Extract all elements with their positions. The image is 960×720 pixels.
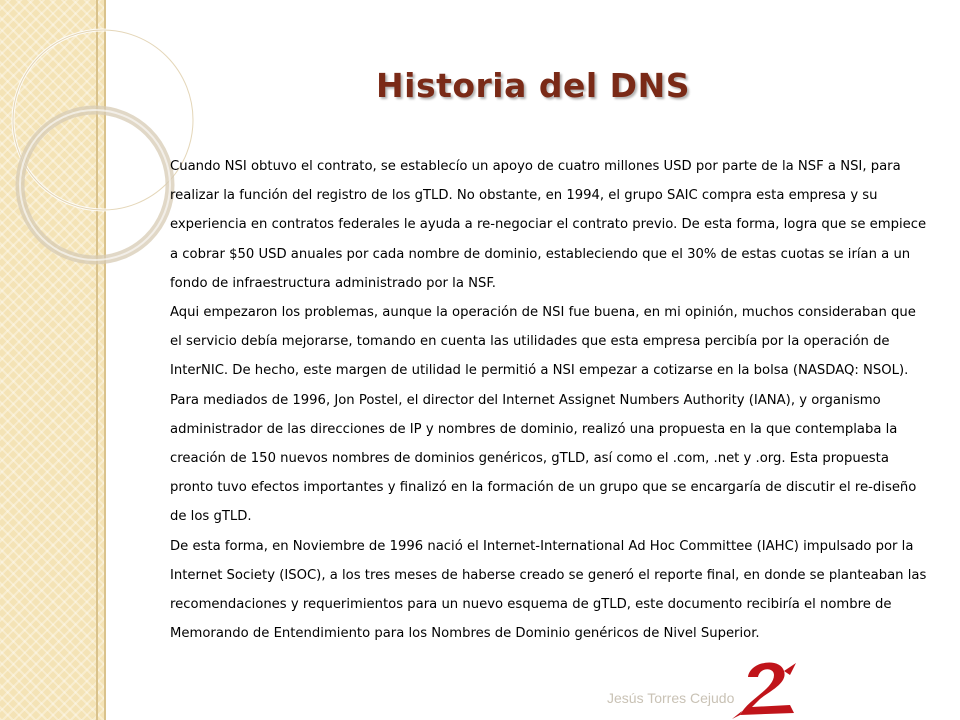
paragraph: Para mediados de 1996, Jon Postel, el director del Internet Assignet Numbers Authority (IANA), y organismo administrador de las direcciones de IP y nombres de dominio, realizó una propuesta en la que contemplaba la creación de 150 nuevos nombres de dominios genéricos, gTLD, así como el .com, .net y .org. Esta propuesta pronto tuvo efectos importantes y finalizó en la formación de un grupo que se encargaría de discutir el re-diseño de los gTLD. — [170, 392, 917, 525]
paragraph: Aqui empezaron los problemas, aunque la operación de NSI fue buena, en mi opinión, muchos consideraban que el servicio debía mejorarse, tomando en cuenta las utilidades que esta empresa percibía por la operación de InterNIC. De hecho, este margen de utilidad le permitió a NSI empezar a cotizarse en la bolsa (NASDAQ: NSOL). — [170, 305, 916, 379]
slide-title: Historia del DNS — [376, 66, 690, 105]
dragon-logo-icon — [730, 655, 800, 720]
paragraph: Cuando NSI obtuvo el contrato, se establecío un apoyo de cuatro millones USD por parte de la NSF a NSI, para realizar la función del registro de los gTLD. No obstante, en 1994, el grupo SAIC compra esta empresa y su experiencia en contratos federales le ayuda a re-negociar el contrato previo. De esta forma, logra que se empiece a cobrar $50 USD anuales por cada nombre de dominio, estableciendo que el 30% de estas cuotas se irían a un fondo de infraestructura administrado por la NSF. — [170, 159, 927, 291]
author-footer: Jesús Torres Cejudo — [607, 690, 735, 706]
paragraph: De esta forma, en Noviembre de 1996 nació el Internet-International Ad Hoc Committee (IAHC) impulsado por la Internet Society (ISOC), a los tres meses de haberse creado se generó el reporte final, en donde se planteaban las recomendaciones y requerimientos para un nuevo esquema de gTLD, este documento recibiría el nombre de Memorando de Entendimiento para los Nombres de Dominio genéricos de Nivel Superior. — [170, 538, 927, 642]
slide-body — [170, 152, 930, 648]
